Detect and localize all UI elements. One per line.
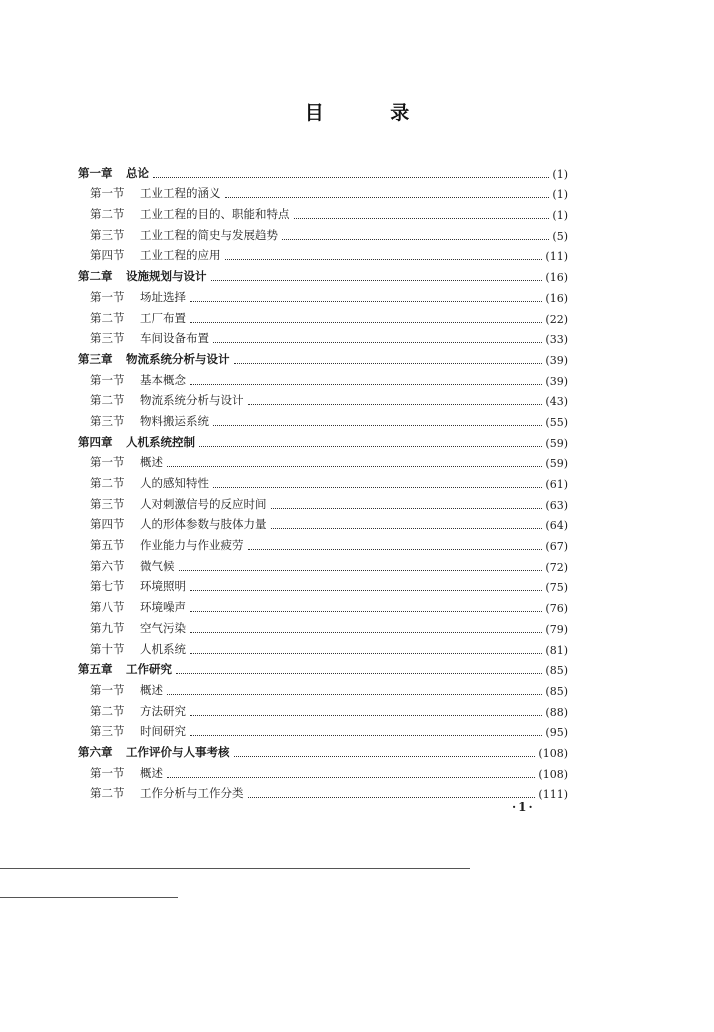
toc-section-row <box>78 491 568 512</box>
page-title: 目 录 <box>304 102 440 124</box>
toc-entry-title: 工业工程的目的、职能和特点 <box>140 207 290 222</box>
toc-leader-dots <box>190 631 542 633</box>
toc-entry-title: 概述 <box>140 682 163 697</box>
toc-entry-title: 人机系统控制 <box>126 434 195 449</box>
toc-entry-number: 第二节 <box>90 786 125 801</box>
toc-leader-dots <box>225 258 543 260</box>
toc-entry-title: 方法研究 <box>140 703 186 718</box>
toc-entry-title: 环境噪声 <box>140 600 186 615</box>
toc-entry-title: 基本概念 <box>140 372 186 387</box>
toc-entry-title: 车间设备布置 <box>140 331 209 346</box>
toc-entry-number: 第二章 <box>78 269 113 284</box>
toc-leader-dots <box>271 527 543 529</box>
toc-section-row <box>78 781 568 802</box>
toc-entry-page: (108) <box>538 767 568 781</box>
toc-leader-dots <box>248 796 536 798</box>
toc-entry-title: 人对刺激信号的反应时间 <box>140 496 267 511</box>
toc-leader-dots <box>213 486 542 488</box>
toc-section-row <box>78 677 568 698</box>
toc-leader-dots <box>199 445 542 447</box>
scan-rule <box>0 868 470 869</box>
toc-entry-page: (63) <box>545 498 568 512</box>
toc-section-row <box>78 553 568 574</box>
toc-entry-page: (79) <box>545 622 568 636</box>
page-number: ·1· <box>512 800 535 814</box>
toc-leader-dots <box>176 672 542 674</box>
toc-entry-number: 第七节 <box>90 579 125 594</box>
toc-entry-number: 第二节 <box>90 393 125 408</box>
table-of-contents <box>78 160 568 801</box>
toc-leader-dots <box>167 465 542 467</box>
toc-entry-page: (43) <box>545 395 568 409</box>
toc-entry-page: (1) <box>552 188 568 202</box>
toc-section-row <box>78 532 568 553</box>
toc-entry-number: 第一章 <box>78 165 113 180</box>
toc-entry-title: 人的形体参数与肢体力量 <box>140 517 267 532</box>
toc-entry-page: (16) <box>545 291 568 305</box>
toc-entry-title: 工作分析与工作分类 <box>140 786 244 801</box>
toc-leader-dots <box>248 403 543 405</box>
toc-leader-dots <box>153 176 549 178</box>
toc-entry-title: 总论 <box>126 165 149 180</box>
toc-entry-page: (88) <box>545 705 568 719</box>
toc-entry-page: (59) <box>545 436 568 450</box>
toc-entry-page: (22) <box>545 312 568 326</box>
toc-section-row <box>78 636 568 657</box>
toc-entry-number: 第三节 <box>90 496 125 511</box>
toc-section-row <box>78 719 568 740</box>
toc-section-row <box>78 698 568 719</box>
toc-entry-page: (95) <box>545 726 568 740</box>
toc-entry-page: (85) <box>545 684 568 698</box>
toc-entry-title: 工业工程的简史与发展趋势 <box>140 227 278 242</box>
toc-leader-dots <box>167 776 535 778</box>
toc-entry-title: 概述 <box>140 765 163 780</box>
toc-entry-number: 第五节 <box>90 538 125 553</box>
toc-entry-title: 时间研究 <box>140 724 186 739</box>
toc-section-row <box>78 181 568 202</box>
toc-entry-number: 第二节 <box>90 476 125 490</box>
toc-entry-title: 人的感知特性 <box>140 476 209 490</box>
toc-entry-page: (59) <box>545 457 568 471</box>
toc-entry-page: (108) <box>538 746 568 760</box>
toc-entry-page: (1) <box>552 209 568 223</box>
toc-entry-number: 第三节 <box>90 227 125 242</box>
toc-entry-page: (75) <box>545 581 568 595</box>
toc-entry-title: 工业工程的应用 <box>140 248 221 263</box>
toc-section-row <box>78 243 568 264</box>
toc-leader-dots <box>190 321 542 323</box>
toc-entry-title: 微气候 <box>140 558 175 573</box>
toc-section-row <box>78 574 568 595</box>
toc-leader-dots <box>190 652 542 654</box>
toc-section-row <box>78 470 568 491</box>
toc-entry-title: 工厂布置 <box>140 310 186 325</box>
toc-chapter-row <box>78 739 568 760</box>
toc-leader-dots <box>190 610 542 612</box>
toc-entry-page: (11) <box>545 250 568 264</box>
scan-rule <box>0 897 178 898</box>
toc-entry-title: 工作研究 <box>126 662 172 677</box>
toc-entry-title: 物料搬运系统 <box>140 413 209 428</box>
toc-entry-number: 第一节 <box>90 289 125 304</box>
toc-entry-title: 空气污染 <box>140 620 186 635</box>
toc-entry-title: 人机系统 <box>140 641 186 656</box>
toc-section-row <box>78 594 568 615</box>
toc-entry-title: 物流系统分析与设计 <box>140 393 244 408</box>
toc-leader-dots <box>234 362 543 364</box>
toc-entry-title: 作业能力与作业疲劳 <box>140 538 244 553</box>
toc-chapter-row <box>78 263 568 284</box>
toc-leader-dots <box>190 383 542 385</box>
toc-leader-dots <box>271 507 543 509</box>
toc-entry-title: 场址选择 <box>140 289 186 304</box>
toc-leader-dots <box>190 714 542 716</box>
toc-entry-page: (55) <box>545 415 568 429</box>
toc-leader-dots <box>234 755 536 757</box>
toc-entry-number: 第一节 <box>90 455 125 470</box>
toc-entry-page: (39) <box>545 353 568 367</box>
toc-entry-page: (16) <box>545 271 568 285</box>
toc-entry-number: 第三节 <box>90 331 125 346</box>
toc-entry-number: 第一节 <box>90 682 125 697</box>
toc-chapter-row <box>78 657 568 678</box>
toc-section-row <box>78 512 568 533</box>
toc-entry-number: 第四章 <box>78 434 113 449</box>
toc-leader-dots <box>211 279 543 281</box>
toc-chapter-row <box>78 160 568 181</box>
toc-leader-dots <box>190 300 542 302</box>
toc-entry-number: 第五章 <box>78 662 113 677</box>
toc-entry-number: 第三节 <box>90 724 125 739</box>
toc-entry-number: 第一节 <box>90 765 125 780</box>
toc-section-row <box>78 222 568 243</box>
toc-section-row <box>78 305 568 326</box>
toc-entry-number: 第四节 <box>90 248 125 263</box>
toc-section-row <box>78 367 568 388</box>
toc-entry-page: (1) <box>552 167 568 181</box>
toc-entry-number: 第六章 <box>78 744 113 759</box>
toc-entry-number: 第一节 <box>90 186 125 201</box>
toc-entry-page: (81) <box>545 643 568 657</box>
toc-entry-title: 工业工程的涵义 <box>140 186 221 201</box>
toc-entry-page: (33) <box>545 333 568 347</box>
toc-entry-page: (64) <box>545 519 568 533</box>
toc-leader-dots <box>282 238 549 240</box>
toc-entry-number: 第八节 <box>90 600 125 615</box>
toc-leader-dots <box>190 734 542 736</box>
toc-leader-dots <box>179 569 543 571</box>
toc-entry-title: 概述 <box>140 455 163 470</box>
toc-entry-page: (72) <box>545 560 568 574</box>
toc-entry-title: 环境照明 <box>140 579 186 594</box>
toc-entry-number: 第六节 <box>90 558 125 573</box>
toc-leader-dots <box>213 341 542 343</box>
toc-entry-page: (85) <box>545 664 568 678</box>
toc-entry-title: 工作评价与人事考核 <box>126 744 230 759</box>
toc-entry-number: 第四节 <box>90 517 125 532</box>
toc-leader-dots <box>225 196 550 198</box>
toc-section-row <box>78 388 568 409</box>
toc-entry-page: (61) <box>545 478 568 491</box>
toc-entry-number: 第二节 <box>90 207 125 222</box>
toc-chapter-row <box>78 346 568 367</box>
toc-section-row <box>78 615 568 636</box>
toc-entry-page: (5) <box>552 229 568 243</box>
toc-entry-number: 第一节 <box>90 372 125 387</box>
toc-section-row <box>78 326 568 347</box>
toc-entry-page: (111) <box>538 788 568 802</box>
toc-entry-number: 第二节 <box>90 703 125 718</box>
toc-entry-title: 物流系统分析与设计 <box>126 351 230 366</box>
toc-section-row <box>78 201 568 222</box>
toc-section-row <box>78 408 568 429</box>
toc-entry-page: (39) <box>545 374 568 388</box>
toc-entry-page: (76) <box>545 602 568 616</box>
toc-section-row <box>78 760 568 781</box>
toc-entry-title: 设施规划与设计 <box>126 269 207 284</box>
toc-entry-number: 第二节 <box>90 310 125 325</box>
toc-entry-number: 第三章 <box>78 351 113 366</box>
toc-entry-number: 第三节 <box>90 413 125 428</box>
toc-leader-dots <box>167 693 542 695</box>
toc-leader-dots <box>294 217 550 219</box>
toc-entry-number: 第九节 <box>90 620 125 635</box>
toc-leader-dots <box>248 548 543 550</box>
toc-section-row <box>78 284 568 305</box>
toc-entry-page: (67) <box>545 540 568 554</box>
toc-leader-dots <box>213 424 542 426</box>
toc-section-row <box>78 450 568 471</box>
toc-entry-number: 第十节 <box>90 641 125 656</box>
toc-chapter-row <box>78 429 568 450</box>
toc-leader-dots <box>190 589 542 591</box>
